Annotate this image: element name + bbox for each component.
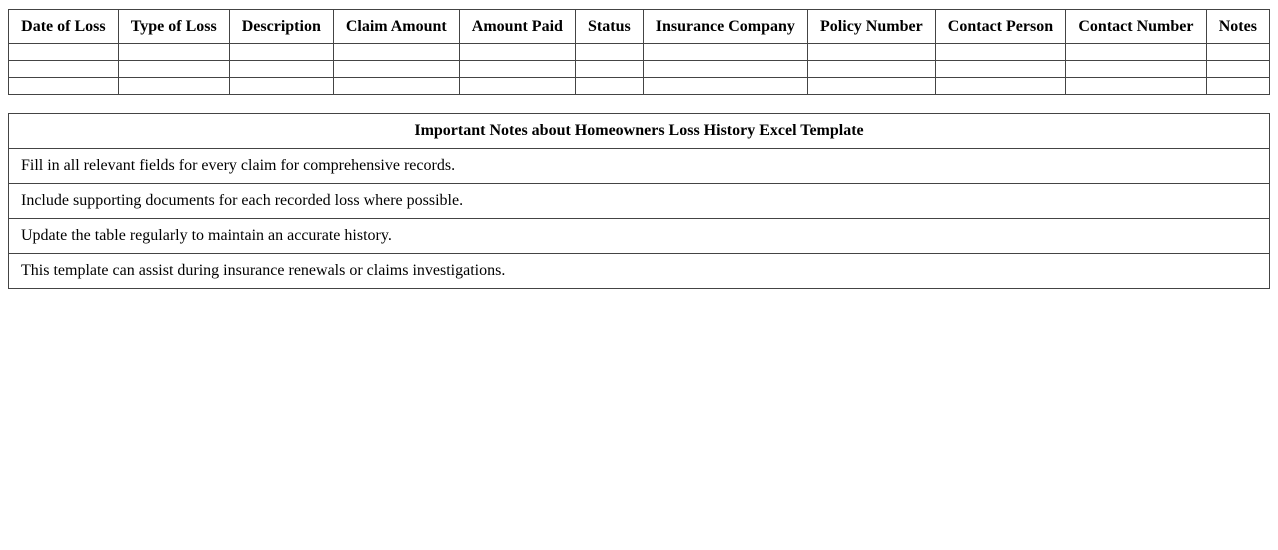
cell-contact-number[interactable] bbox=[1066, 44, 1207, 61]
cell-contact-number[interactable] bbox=[1066, 78, 1207, 95]
notes-title: Important Notes about Homeowners Loss History Excel Template bbox=[9, 114, 1270, 149]
note-row bbox=[9, 254, 1270, 289]
column-header-description: Description bbox=[229, 10, 333, 44]
cell-date-of-loss[interactable] bbox=[9, 61, 119, 78]
table-header-row bbox=[9, 10, 1270, 44]
cell-amount-paid[interactable] bbox=[459, 61, 575, 78]
cell-notes[interactable] bbox=[1206, 44, 1269, 61]
cell-status[interactable] bbox=[575, 78, 643, 95]
table-row bbox=[9, 78, 1270, 95]
cell-policy-number[interactable] bbox=[807, 78, 935, 95]
cell-claim-amount[interactable] bbox=[333, 44, 459, 61]
cell-date-of-loss[interactable] bbox=[9, 78, 119, 95]
notes-header-row bbox=[9, 114, 1270, 149]
note-row bbox=[9, 149, 1270, 184]
cell-insurance-company[interactable] bbox=[643, 78, 807, 95]
note-row bbox=[9, 219, 1270, 254]
cell-notes[interactable] bbox=[1206, 78, 1269, 95]
cell-amount-paid[interactable] bbox=[459, 44, 575, 61]
note-text: Fill in all relevant fields for every claim for comprehensive records. bbox=[9, 149, 1270, 184]
cell-insurance-company[interactable] bbox=[643, 44, 807, 61]
cell-contact-number[interactable] bbox=[1066, 61, 1207, 78]
note-row bbox=[9, 184, 1270, 219]
loss-history-table bbox=[8, 9, 1270, 95]
cell-status[interactable] bbox=[575, 61, 643, 78]
cell-claim-amount[interactable] bbox=[333, 61, 459, 78]
cell-description[interactable] bbox=[229, 44, 333, 61]
note-text: This template can assist during insurance renewals or claims investigations. bbox=[9, 254, 1270, 289]
cell-amount-paid[interactable] bbox=[459, 78, 575, 95]
table-row bbox=[9, 61, 1270, 78]
column-header-policy-number: Policy Number bbox=[807, 10, 935, 44]
cell-type-of-loss[interactable] bbox=[118, 61, 229, 78]
cell-insurance-company[interactable] bbox=[643, 61, 807, 78]
note-text: Include supporting documents for each recorded loss where possible. bbox=[9, 184, 1270, 219]
column-header-contact-number: Contact Number bbox=[1066, 10, 1207, 44]
cell-claim-amount[interactable] bbox=[333, 78, 459, 95]
column-header-type-of-loss: Type of Loss bbox=[118, 10, 229, 44]
column-header-status: Status bbox=[575, 10, 643, 44]
cell-description[interactable] bbox=[229, 61, 333, 78]
cell-policy-number[interactable] bbox=[807, 61, 935, 78]
important-notes-table bbox=[8, 113, 1270, 289]
note-text: Update the table regularly to maintain an accurate history. bbox=[9, 219, 1270, 254]
cell-contact-person[interactable] bbox=[935, 44, 1065, 61]
column-header-claim-amount: Claim Amount bbox=[333, 10, 459, 44]
cell-notes[interactable] bbox=[1206, 61, 1269, 78]
column-header-amount-paid: Amount Paid bbox=[459, 10, 575, 44]
table-row bbox=[9, 44, 1270, 61]
cell-contact-person[interactable] bbox=[935, 78, 1065, 95]
column-header-date-of-loss: Date of Loss bbox=[9, 10, 119, 44]
cell-type-of-loss[interactable] bbox=[118, 44, 229, 61]
cell-date-of-loss[interactable] bbox=[9, 44, 119, 61]
cell-type-of-loss[interactable] bbox=[118, 78, 229, 95]
column-header-contact-person: Contact Person bbox=[935, 10, 1065, 44]
column-header-insurance-company: Insurance Company bbox=[643, 10, 807, 44]
cell-policy-number[interactable] bbox=[807, 44, 935, 61]
cell-contact-person[interactable] bbox=[935, 61, 1065, 78]
cell-description[interactable] bbox=[229, 78, 333, 95]
cell-status[interactable] bbox=[575, 44, 643, 61]
column-header-notes: Notes bbox=[1206, 10, 1269, 44]
